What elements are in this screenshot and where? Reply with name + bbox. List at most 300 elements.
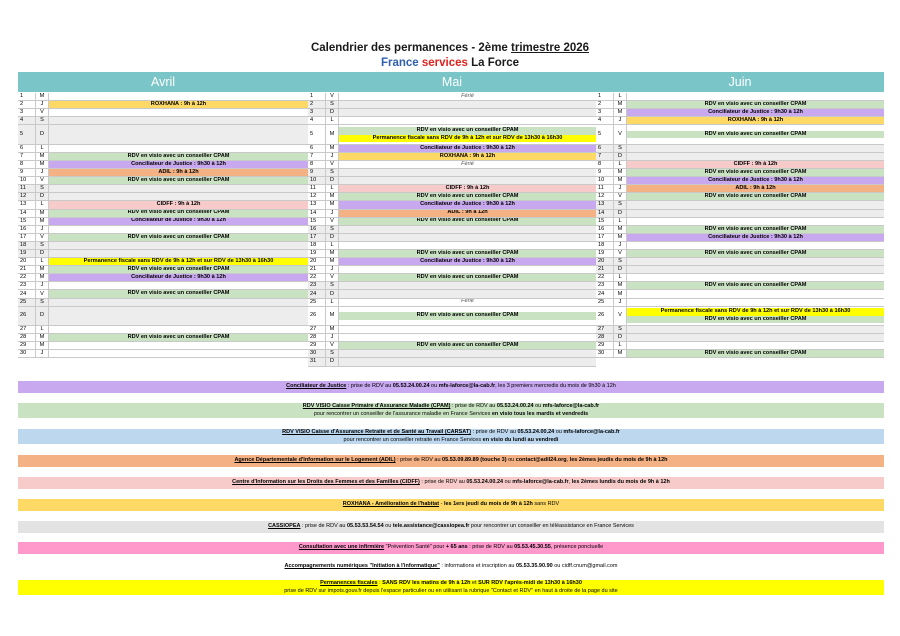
day-letter: V <box>36 109 49 116</box>
day-events <box>49 125 308 143</box>
day-row <box>596 101 884 109</box>
legend-line <box>18 429 884 436</box>
day-row <box>18 185 308 193</box>
day-number: 25 <box>596 299 614 306</box>
event-cpam: RDV en visio avec un conseiller CPAM <box>627 282 884 289</box>
day-letter: J <box>326 153 339 160</box>
day-row <box>308 307 596 326</box>
day-letter: V <box>326 342 339 349</box>
day-row <box>596 326 884 334</box>
day-events <box>627 258 884 265</box>
day-events <box>339 282 596 289</box>
legend-text: Consultation avec une infirmière <box>298 544 385 551</box>
day-number: 4 <box>18 117 36 124</box>
day-letter: V <box>36 177 49 184</box>
day-number: 9 <box>18 169 36 176</box>
event-roxhana: ROXHANA : 9h à 12h <box>627 117 884 124</box>
legend-text: les 2èmes lundis du mois de 9h à 12h <box>571 479 670 486</box>
event-cpam: RDV en visio avec un conseiller CPAM <box>49 234 308 241</box>
day-number: 8 <box>308 161 326 168</box>
day-number: 29 <box>18 342 36 349</box>
day-events <box>49 185 308 192</box>
day-number: 30 <box>308 350 326 357</box>
day-letter: D <box>36 125 49 143</box>
day-row <box>308 334 596 342</box>
legend-text: ou <box>533 403 543 410</box>
day-events <box>49 282 308 289</box>
day-row <box>18 266 308 274</box>
day-events <box>627 342 884 349</box>
legend-text: 05.53.24.00.24 <box>496 403 534 410</box>
day-events <box>339 125 596 143</box>
day-letter: M <box>36 153 49 160</box>
day-events <box>627 226 884 233</box>
event-cpam: RDV en visio avec un conseiller CPAM <box>339 218 596 225</box>
day-number: 19 <box>18 250 36 257</box>
event-justice: Conciliateur de Justice : 9h30 à 12h <box>627 177 884 184</box>
day-row <box>18 93 308 101</box>
day-number: 14 <box>596 210 614 217</box>
day-events <box>627 185 884 192</box>
day-letter: S <box>326 169 339 176</box>
legend-text: RDV VISIO Caisse Primaire d'Assurance Maladie (CPAM) <box>302 403 451 410</box>
legend-item-cidff <box>18 477 884 489</box>
day-row <box>308 161 596 169</box>
day-letter: M <box>614 109 627 116</box>
day-row <box>596 210 884 218</box>
day-events <box>339 358 596 365</box>
day-letter: V <box>614 125 627 143</box>
day-events <box>49 210 308 217</box>
day-row <box>18 201 308 209</box>
event-cpam: RDV en visio avec un conseiller CPAM <box>339 193 596 200</box>
day-events <box>339 234 596 241</box>
day-events <box>339 258 596 265</box>
legend-text: - <box>439 501 444 508</box>
day-events <box>49 218 308 225</box>
event-justice: Conciliateur de Justice : 9h30 à 12h <box>339 258 596 265</box>
day-letter: M <box>326 307 339 325</box>
legend-text: Agence Départementale d'Information sur le Logement (ADIL) <box>234 457 396 464</box>
legend-text: Conciliateur de Justice <box>286 383 347 390</box>
day-events <box>49 350 308 357</box>
day-number: 8 <box>18 161 36 168</box>
day-number: 5 <box>18 125 36 143</box>
day-events <box>49 274 308 281</box>
day-number: 23 <box>18 282 36 289</box>
legend-text: , les 3 premiers mercredis du mois de 9h30 à 12h <box>495 383 616 390</box>
day-events <box>627 274 884 281</box>
day-events <box>49 334 308 341</box>
event-justice: Conciliateur de Justice : 9h30 à 12h <box>49 274 308 281</box>
legend-text: 05.53.24.00.24 <box>517 429 555 436</box>
legend-text: 05.53.53.54.54 <box>346 523 384 530</box>
day-number: 15 <box>596 218 614 225</box>
day-row <box>308 358 596 366</box>
legend-text: : prise de RDV au <box>346 383 393 390</box>
month-header-juin: Juin <box>728 75 752 89</box>
day-number: 26 <box>18 307 36 325</box>
legend-text: mfs-laforce@la-cab.fr <box>563 429 620 436</box>
day-number: 23 <box>596 282 614 289</box>
day-number: 18 <box>308 242 326 249</box>
day-letter: V <box>326 161 339 168</box>
day-number: 12 <box>596 193 614 200</box>
legend-line <box>18 588 884 595</box>
event-cpam: RDV en visio avec un conseiller CPAM <box>627 226 884 233</box>
event-fiscal: Permanence fiscale sans RDV de 9h à 12h et sur RDV de 13h30 à 16h30 <box>339 135 596 142</box>
day-events <box>339 218 596 225</box>
day-row <box>308 153 596 161</box>
day-row <box>18 242 308 250</box>
day-events <box>49 299 308 306</box>
legend-text: Permanences fiscales <box>320 580 378 587</box>
legend-box <box>18 521 884 533</box>
day-events <box>627 201 884 208</box>
day-events <box>49 161 308 168</box>
legend-line <box>18 411 884 418</box>
day-row <box>308 201 596 209</box>
day-number: 3 <box>18 109 36 116</box>
day-letter: D <box>36 250 49 257</box>
day-letter: S <box>614 326 627 333</box>
legend-text: : prise de RDV au <box>419 479 467 486</box>
legend-text: en visio du lundi au vendredi <box>482 436 559 443</box>
day-letter: J <box>36 169 49 176</box>
legend-item-justice <box>18 381 884 393</box>
day-row <box>308 145 596 153</box>
day-number: 12 <box>308 193 326 200</box>
day-row <box>596 177 884 185</box>
day-row <box>18 125 308 144</box>
day-letter: J <box>326 266 339 273</box>
day-number: 27 <box>18 326 36 333</box>
day-row <box>308 125 596 144</box>
legend-text: : <box>377 580 383 587</box>
day-letter: J <box>326 210 339 217</box>
day-row <box>596 250 884 258</box>
day-number: 25 <box>308 299 326 306</box>
day-letter: M <box>36 342 49 349</box>
day-number: 20 <box>308 258 326 265</box>
day-letter: D <box>326 358 339 365</box>
day-row <box>18 350 308 358</box>
legend-text: : informations et inscription au <box>439 563 516 569</box>
day-letter: L <box>614 218 627 225</box>
day-letter: M <box>614 282 627 289</box>
event-justice: Conciliateur de Justice : 9h30 à 12h <box>627 109 884 116</box>
day-number: 14 <box>308 210 326 217</box>
day-number: 9 <box>596 169 614 176</box>
day-events <box>49 93 308 100</box>
day-events <box>49 101 308 108</box>
event-cidff: CIDFF : 9h à 12h <box>49 201 308 208</box>
day-events <box>627 234 884 241</box>
legend-line <box>18 523 884 530</box>
day-events <box>627 266 884 273</box>
day-letter: L <box>36 326 49 333</box>
day-row <box>308 117 596 125</box>
day-row <box>308 290 596 298</box>
day-row <box>596 117 884 125</box>
day-row <box>308 242 596 250</box>
day-letter: J <box>36 226 49 233</box>
day-number: 22 <box>308 274 326 281</box>
day-row <box>308 185 596 193</box>
day-row <box>596 201 884 209</box>
day-events <box>49 342 308 349</box>
day-number: 16 <box>18 226 36 233</box>
day-letter: S <box>36 242 49 249</box>
day-row <box>18 177 308 185</box>
day-letter: M <box>614 290 627 297</box>
legend-text: pour rencontrer un conseiller en téléassistance en France Services <box>469 523 634 530</box>
page-title <box>0 42 900 54</box>
day-letter: J <box>614 299 627 306</box>
day-events <box>339 153 596 160</box>
event-justice: Conciliateur de Justice : 9h30 à 12h <box>49 161 308 168</box>
day-events <box>49 193 308 200</box>
day-events <box>339 109 596 116</box>
day-number: 24 <box>308 290 326 297</box>
legend-text: tele.assistance@cassiopea.fr <box>392 523 470 530</box>
day-letter: D <box>36 193 49 200</box>
day-events <box>49 250 308 257</box>
day-number: 1 <box>18 93 36 100</box>
day-number: 6 <box>308 145 326 152</box>
day-events <box>627 290 884 297</box>
day-number: 6 <box>18 145 36 152</box>
day-events <box>339 185 596 192</box>
day-number: 18 <box>18 242 36 249</box>
day-row <box>596 218 884 226</box>
day-number: 5 <box>596 125 614 143</box>
day-row <box>308 274 596 282</box>
legend-item-fiscal <box>18 580 884 595</box>
subtitle-place: La Force <box>471 57 520 69</box>
event-ferie: Férié <box>339 93 596 100</box>
day-letter: S <box>36 299 49 306</box>
day-events <box>339 210 596 217</box>
day-events <box>49 109 308 116</box>
legend-text: ou cidff.cnum@gmail.com <box>552 563 618 569</box>
day-number: 26 <box>596 307 614 325</box>
legend-text: , <box>568 479 572 486</box>
day-letter: M <box>614 101 627 108</box>
day-letter: M <box>36 218 49 225</box>
day-events <box>49 290 308 297</box>
legend-text: mfs-laforce@la-cab.fr <box>512 479 569 486</box>
event-cpam: RDV en visio avec un conseiller CPAM <box>339 250 596 257</box>
legend-item-none <box>18 563 884 570</box>
day-letter: S <box>326 350 339 357</box>
day-row <box>596 290 884 298</box>
day-events <box>627 93 884 100</box>
event-adil: ADIL : 9h à 12h <box>339 210 596 217</box>
day-events <box>339 350 596 357</box>
day-number: 28 <box>596 334 614 341</box>
day-number: 30 <box>18 350 36 357</box>
day-letter: V <box>326 274 339 281</box>
day-row <box>308 299 596 307</box>
legend-line <box>18 479 884 486</box>
day-row <box>596 185 884 193</box>
day-letter: M <box>36 266 49 273</box>
day-events <box>627 326 884 333</box>
legend-text: 05.53.45.30.55 <box>514 544 551 551</box>
legend-item-carsat <box>18 429 884 444</box>
day-events <box>627 153 884 160</box>
day-letter: D <box>614 266 627 273</box>
day-letter: D <box>326 109 339 116</box>
day-number: 5 <box>308 125 326 143</box>
day-number: 22 <box>18 274 36 281</box>
day-number: 26 <box>308 307 326 325</box>
day-row <box>18 234 308 242</box>
legend-text: 05.53.24.00.24 <box>466 479 504 486</box>
day-number: 11 <box>18 185 36 192</box>
day-letter: M <box>36 334 49 341</box>
day-number: 21 <box>596 266 614 273</box>
day-events <box>627 161 884 168</box>
day-letter: S <box>614 145 627 152</box>
day-row <box>596 266 884 274</box>
day-letter: M <box>326 250 339 257</box>
day-letter: J <box>614 117 627 124</box>
event-cpam: RDV en visio avec un conseiller CPAM <box>627 350 884 357</box>
day-row <box>18 109 308 117</box>
legend-text: pour rencontrer un conseiller retraite en France Services <box>343 436 483 443</box>
day-number: 8 <box>596 161 614 168</box>
legend-line <box>18 403 884 410</box>
legend-line <box>18 580 884 587</box>
day-row <box>596 145 884 153</box>
day-number: 1 <box>308 93 326 100</box>
day-number: 16 <box>596 226 614 233</box>
day-row <box>308 226 596 234</box>
day-letter: M <box>326 326 339 333</box>
event-cpam: RDV en visio avec un conseiller CPAM <box>49 210 308 217</box>
subtitle-france: France <box>380 57 419 69</box>
day-events <box>49 326 308 333</box>
legend-item-cpam <box>18 403 884 418</box>
event-adil: ADIL : 9h à 12h <box>627 185 884 192</box>
day-row <box>18 326 308 334</box>
day-events <box>339 290 596 297</box>
day-number: 2 <box>18 101 36 108</box>
legend-text: mfs-laforce@la-cab.fr <box>438 383 496 390</box>
day-events <box>339 274 596 281</box>
day-number: 20 <box>596 258 614 265</box>
day-row <box>18 258 308 266</box>
day-letter: M <box>326 125 339 143</box>
day-row <box>18 274 308 282</box>
day-number: 2 <box>308 101 326 108</box>
day-number: 27 <box>308 326 326 333</box>
legend-text: ou <box>554 429 564 436</box>
day-row <box>18 101 308 109</box>
day-number: 10 <box>596 177 614 184</box>
day-events <box>339 101 596 108</box>
day-letter: V <box>614 193 627 200</box>
day-number: 19 <box>308 250 326 257</box>
legend-box <box>18 542 884 554</box>
day-row <box>308 258 596 266</box>
day-number: 6 <box>596 145 614 152</box>
month-column-juin <box>596 93 884 358</box>
day-events <box>49 307 308 325</box>
day-letter: J <box>614 242 627 249</box>
day-events <box>627 145 884 152</box>
day-events <box>49 201 308 208</box>
legend-text: ou <box>503 479 513 486</box>
day-number: 11 <box>596 185 614 192</box>
day-letter: J <box>614 185 627 192</box>
day-number: 1 <box>596 93 614 100</box>
day-row <box>308 177 596 185</box>
day-number: 17 <box>596 234 614 241</box>
day-letter: V <box>326 218 339 225</box>
day-row <box>18 334 308 342</box>
event-cpam: RDV en visio avec un conseiller CPAM <box>627 316 884 323</box>
event-cpam: RDV en visio avec un conseiller CPAM <box>49 266 308 273</box>
day-row <box>18 290 308 298</box>
legend-text: : prise de RDV au <box>300 523 347 530</box>
legend-text: ROXHANA - Amélioration de l'habitat <box>342 501 440 508</box>
legend-box <box>18 455 884 467</box>
day-row <box>18 299 308 307</box>
day-row <box>308 109 596 117</box>
day-letter: S <box>36 117 49 124</box>
day-events <box>49 266 308 273</box>
day-letter: D <box>326 234 339 241</box>
day-events <box>627 307 884 325</box>
day-events <box>49 153 308 160</box>
day-letter: D <box>326 290 339 297</box>
event-cpam: RDV en visio avec un conseiller CPAM <box>627 169 884 176</box>
event-cpam: RDV en visio avec un conseiller CPAM <box>339 312 596 319</box>
day-letter: L <box>326 299 339 306</box>
day-events <box>627 193 884 200</box>
legend-text: prise de RDV sur impots.gouv.fr depuis l'espace particulier ou en utilisant la rubrique "Contact et RDV" en haut à droite de la page du site <box>284 587 618 594</box>
legend-text: + 65 ans <box>445 544 468 551</box>
day-row <box>596 234 884 242</box>
event-cpam: RDV en visio avec un conseiller CPAM <box>339 342 596 349</box>
legend-item-adil <box>18 455 884 467</box>
day-number: 7 <box>308 153 326 160</box>
day-letter: J <box>326 334 339 341</box>
day-events <box>339 193 596 200</box>
day-letter: D <box>614 210 627 217</box>
day-letter: M <box>614 234 627 241</box>
day-row <box>596 350 884 358</box>
event-ferie: Férié <box>339 299 596 306</box>
day-events <box>627 210 884 217</box>
day-events <box>627 169 884 176</box>
day-row <box>18 250 308 258</box>
day-letter: M <box>36 210 49 217</box>
day-letter: L <box>614 342 627 349</box>
day-row <box>596 242 884 250</box>
legend-text: Centre d'Information sur les Droits des Femmes et des Familles (CIDFF) <box>232 479 420 486</box>
event-ferie: Férié <box>339 161 596 168</box>
day-letter: D <box>614 334 627 341</box>
day-number: 21 <box>18 266 36 273</box>
day-row <box>18 117 308 125</box>
day-number: 12 <box>18 193 36 200</box>
day-row <box>596 169 884 177</box>
day-letter: D <box>614 153 627 160</box>
